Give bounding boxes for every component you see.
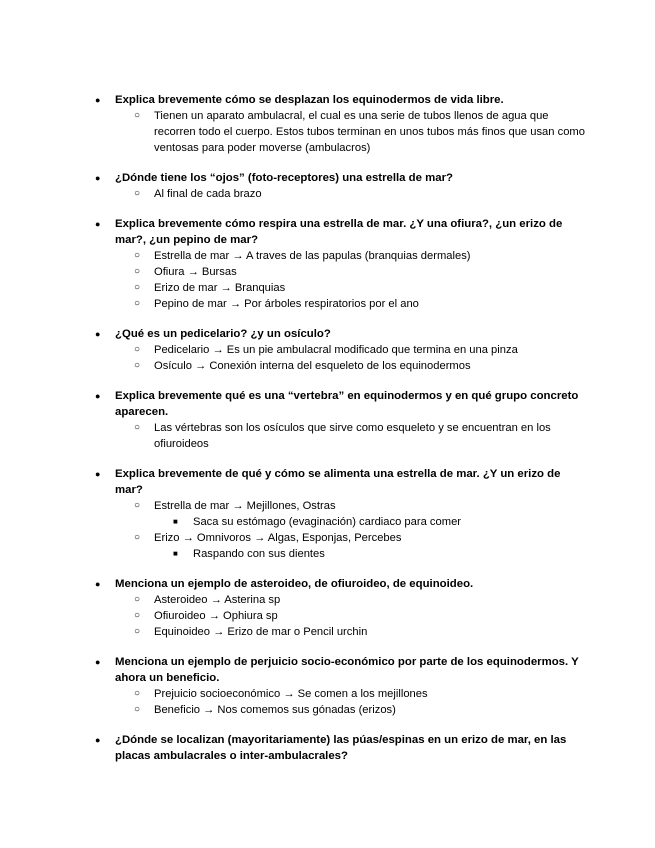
answer-item	[115, 248, 585, 264]
answer-text: Erizo → Omnivoros → Algas, Esponjas, Percebes	[154, 532, 402, 544]
answer-text: Las vértebras son los osículos que sirve como esqueleto y se encuentran en los ofiuroideos	[154, 422, 551, 450]
hollow-bullet-icon: ○	[134, 594, 141, 605]
question-item	[95, 92, 585, 156]
hollow-bullet-icon: ○	[134, 360, 141, 371]
answer-text: Ofiura → Bursas	[154, 266, 237, 278]
question-text: Explica brevemente qué es una “vertebra” en equinodermos y en qué grupo concreto aparecen.	[115, 390, 579, 418]
question-item	[95, 466, 585, 562]
question-item	[95, 216, 585, 312]
filled-bullet-icon: ●	[95, 391, 101, 401]
question-text: Menciona un ejemplo de perjuicio socio-económico por parte de los equinodermos. Y ahora un beneficio.	[115, 656, 579, 684]
sub-answer-item	[154, 514, 585, 530]
question-item	[95, 170, 585, 202]
answer-item	[115, 280, 585, 296]
answer-item	[115, 108, 585, 156]
question-text: Explica brevemente cómo se desplazan los equinodermos de vida libre.	[115, 94, 504, 106]
answer-list	[115, 420, 585, 452]
answer-item	[115, 702, 585, 718]
filled-bullet-icon: ●	[95, 219, 101, 229]
sub-answer-list	[154, 514, 585, 530]
answer-list	[115, 592, 585, 640]
answer-text: Erizo de mar → Branquias	[154, 282, 286, 294]
question-text: ¿Dónde tiene los “ojos” (foto-receptores) una estrella de mar?	[115, 172, 453, 184]
filled-bullet-icon: ●	[95, 657, 101, 667]
hollow-bullet-icon: ○	[134, 610, 141, 621]
answer-item	[115, 342, 585, 358]
answer-list	[115, 686, 585, 718]
hollow-bullet-icon: ○	[134, 626, 141, 637]
question-text: ¿Dónde se localizan (mayoritariamente) las púas/espinas en un erizo de mar, en las placas ambulacrales o inter-ambulacrales?	[115, 734, 567, 762]
hollow-bullet-icon: ○	[134, 282, 141, 293]
answer-item	[115, 358, 585, 374]
filled-bullet-icon: ●	[95, 95, 101, 105]
answer-text: Equinoideo → Erizo de mar o Pencil urchin	[154, 626, 368, 638]
answer-item	[115, 186, 585, 202]
answer-item	[115, 498, 585, 530]
answer-text: Pepino de mar → Por árboles respiratorios por el ano	[154, 298, 419, 310]
sub-answer-item	[154, 546, 585, 562]
answer-text: Beneficio → Nos comemos sus gónadas (erizos)	[154, 704, 396, 716]
answer-item	[115, 624, 585, 640]
sub-answer-text: Saca su estómago (evaginación) cardiaco para comer	[193, 516, 462, 528]
answer-item	[115, 608, 585, 624]
answer-text: Estrella de mar → A traves de las papulas (branquias dermales)	[154, 250, 471, 262]
answer-text: Pedicelario → Es un pie ambulacral modificado que termina en una pinza	[154, 344, 518, 356]
answer-item	[115, 264, 585, 280]
question-item	[95, 326, 585, 374]
answer-item	[115, 686, 585, 702]
question-item	[95, 732, 585, 764]
hollow-bullet-icon: ○	[134, 532, 141, 543]
answer-text: Ofiuroideo → Ophiura sp	[154, 610, 278, 622]
question-text: Explica brevemente cómo respira una estrella de mar. ¿Y una ofiura?, ¿un erizo de mar?, ¿un pepino de mar?	[115, 218, 563, 246]
hollow-bullet-icon: ○	[134, 250, 141, 261]
hollow-bullet-icon: ○	[134, 688, 141, 699]
answer-item	[115, 530, 585, 562]
answer-list	[115, 498, 585, 562]
filled-bullet-icon: ●	[95, 329, 101, 339]
filled-bullet-icon: ●	[95, 579, 101, 589]
filled-bullet-icon: ●	[95, 735, 101, 745]
answer-item	[115, 420, 585, 452]
sub-answer-text: Raspando con sus dientes	[193, 548, 325, 560]
question-item	[95, 388, 585, 452]
question-item	[95, 654, 585, 718]
filled-bullet-icon: ●	[95, 469, 101, 479]
answer-text: Tienen un aparato ambulacral, el cual es una serie de tubos llenos de agua que recorren todo el cuerpo. Estos tubos terminan en unos tubos más finos que usan como ventosas para poder moverse (ambulacros)	[154, 110, 585, 154]
sub-answer-list	[154, 546, 585, 562]
question-text: Menciona un ejemplo de asteroideo, de ofiuroideo, de equinoideo.	[115, 578, 474, 590]
answer-text: Estrella de mar → Mejillones, Ostras	[154, 500, 336, 512]
question-item	[95, 576, 585, 640]
answer-item	[115, 592, 585, 608]
hollow-bullet-icon: ○	[134, 110, 141, 121]
answer-text: Asteroideo → Asterina sp	[154, 594, 281, 606]
hollow-bullet-icon: ○	[134, 188, 141, 199]
filled-bullet-icon: ●	[95, 173, 101, 183]
hollow-bullet-icon: ○	[134, 266, 141, 277]
answer-list	[115, 248, 585, 312]
answer-text: Osículo → Conexión interna del esqueleto de los equinodermos	[154, 360, 471, 372]
hollow-bullet-icon: ○	[134, 704, 141, 715]
answer-list	[115, 186, 585, 202]
answer-text: Al final de cada brazo	[154, 188, 262, 200]
answer-text: Prejuicio socioeconómico → Se comen a los mejillones	[154, 688, 428, 700]
question-list	[95, 92, 585, 764]
hollow-bullet-icon: ○	[134, 344, 141, 355]
question-text: Explica brevemente de qué y cómo se alimenta una estrella de mar. ¿Y un erizo de mar?	[115, 468, 561, 496]
answer-list	[115, 342, 585, 374]
hollow-bullet-icon: ○	[134, 422, 141, 433]
answer-list	[115, 108, 585, 156]
hollow-bullet-icon: ○	[134, 500, 141, 511]
square-bullet-icon: ■	[173, 517, 178, 526]
hollow-bullet-icon: ○	[134, 298, 141, 309]
square-bullet-icon: ■	[173, 549, 178, 558]
question-text: ¿Qué es un pedicelario? ¿y un osículo?	[115, 328, 331, 340]
answer-item	[115, 296, 585, 312]
